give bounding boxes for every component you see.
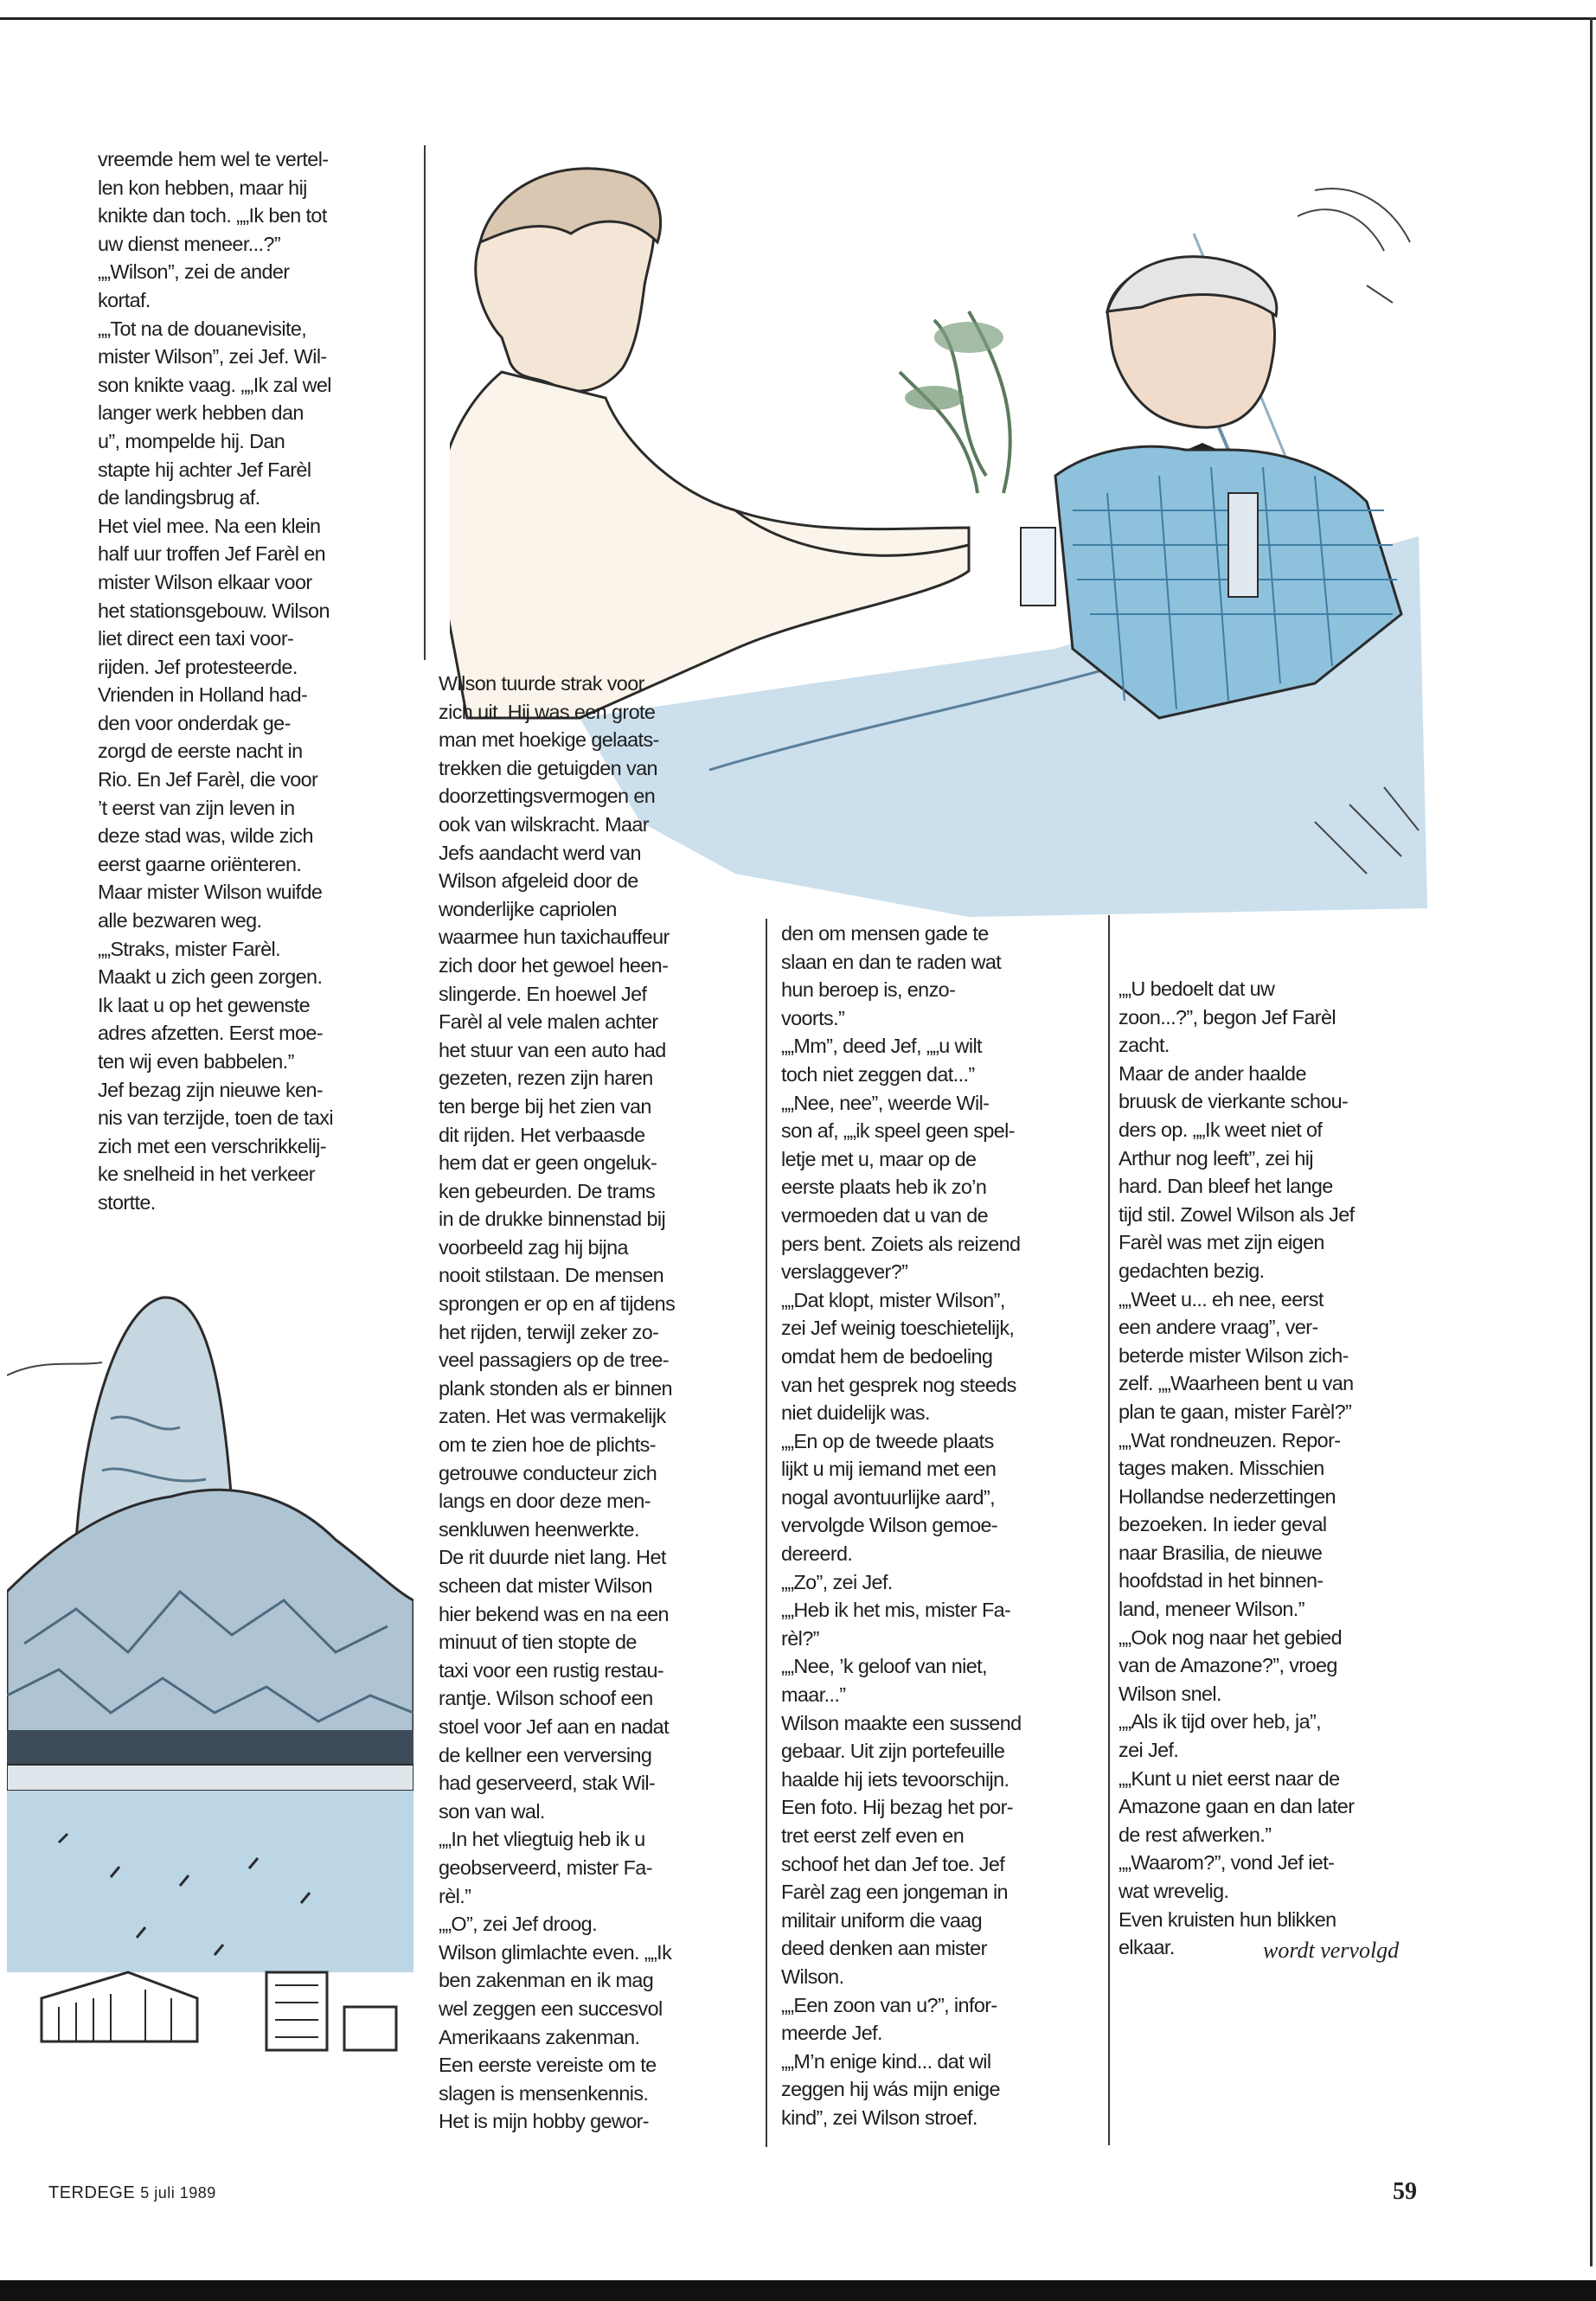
bottom-border <box>0 2280 1596 2301</box>
column-divider <box>766 919 767 2147</box>
young-man-body <box>450 372 969 718</box>
page-number: 59 <box>1393 2178 1417 2205</box>
column-text: „„U bedoelt dat uw zoon...?”, begon Jef Farèl zacht. Maar de ander haalde bruusk de vierkante schou- ders op. „„Ik weet niet of Arthur nog leeft”, zei hij hard. Dan bleef het lange tijd stil. Zowel Wilson als Jef Farèl was met zijn eigen gedachten bezig. „„Weet u... eh nee, eerst een andere vraag”, ver- beterde mister Wilson zich- zelf. „„Waarheen bent u van plan te gaan, mister Farèl?” „„Wat rondneuzen. Repor- tages maken. Misschien Hollandse nederzettingen bezoeken. In ieder geval naar Brasilia, de nieuwe hoofdstad in het binnen- land, meneer Wilson.” „„Ook nog naar het gebied van de Amazone?”, vroeg Wilson snel. „„Als ik tijd over heb, ja”, zei Jef. „„Kunt u niet eerst naar de Amazone gaan en dan later de rest afwerken.” „„Waarom?”, vond Jef iet- wat wrevelig. Even kruisten hun blikken elkaar. <box>1118 977 1355 1959</box>
column-divider <box>1108 915 1110 2145</box>
top-border <box>0 17 1596 20</box>
magazine-name: TERDEGE <box>48 2183 136 2202</box>
buildings <box>42 1972 197 2041</box>
mountain-range <box>7 1490 413 1765</box>
text-column-3 <box>781 920 1103 2132</box>
right-border <box>1590 17 1593 2266</box>
column-text: vreemde hem wel te vertel- len kon hebben, maar hij knikte dan toch. „„Ik ben tot uw dienst meneer...?” „„Wilson”, zei de ander kortaf. „„Tot na de douanevisite, mister Wilson”, zei Jef. Wil- son knikte vaag. „„Ik zal wel langer werk hebben dan u”, mompelde hij. Dan stapte hij achter Jef Farèl de landingsbrug af. Het viel mee. Na een klein half uur troffen Jef Farèl en mister Wilson elkaar voor het stationsgebouw. Wilson liet direct een taxi voor- rijden. Jef protesteerde. Vrienden in Holland had- den voor onderdak ge- zorgd de eerste nacht in Rio. En Jef Farèl, die voor ’t eerst van zijn leven in deze stad was, wilde zich eerst gaarne oriënteren. Maar mister Wilson wuifde alle bezwaren weg. „„Straks, mister Farèl. Maakt u zich geen zorgen. Ik laat u op het gewenste adres afzetten. Eerst moe- ten wij even babbelen.” Jef bezag zijn nieuwe ken- nis van terzijde, toen de taxi zich met een verschrikkelij- ke snelheid in het verkeer stortte. <box>98 148 333 1214</box>
footer-credit <box>48 2183 216 2203</box>
issue-date: 5 juli 1989 <box>140 2184 216 2202</box>
text-column-4 <box>1118 975 1447 1962</box>
text-column-1 <box>98 145 402 1217</box>
city-strip <box>7 1765 413 1791</box>
bottle <box>1228 493 1258 597</box>
bay-water <box>7 1791 413 1972</box>
text-column-2 <box>439 670 760 2136</box>
column-text: Wilson tuurde strak voor zich uit. Hij was een grote man met hoekige gelaats- trekken die getuigden van doorzettingsvermogen en ook van wilskracht. Maar Jefs aandacht werd van Wilson afgeleid door de wonderlijke capriolen waarmee hun taxichauffeur zich door het gewoel heen- slingerde. En hoewel Jef Farèl al vele malen achter het stuur van een auto had gezeten, rezen zijn haren ten berge bij het zien van dit rijden. Het verbaasde hem dat er geen ongeluk- ken gebeurden. De trams in de drukke binnenstad bij voorbeeld zag hij bijna nooit stilstaan. De mensen sprongen er op en af tijdens het rijden, terwijl zeker zo- veel passagiers op de tree- plank stonden als er binnen zaten. Het was vermakelijk om te zien hoe de plichts- getrouwe conducteur zich langs en door deze men- senkluwen heenwerkte. De rit duurde niet lang. Het scheen dat mister Wilson hier bekend was en na een minuut of tien stopte de taxi voor een rustig restau- rantje. Wilson schoof een stoel voor Jef aan en nadat de kellner een verversing had geserveerd, stak Wil- son van wal. „„In het vliegtuig heb ik u geobserveerd, mister Fa- rèl.” „„O”, zei Jef droog. Wilson glimlachte even. „„Ik ben zakenman en ik mag wel zeggen een succesvol Amerikaans zakenman. Een eerste vereiste om te slagen is mensenkennis. Het is mijn hobby gewor- <box>439 672 676 2133</box>
glass <box>1021 528 1055 606</box>
illustration-rio <box>7 1280 413 2093</box>
column-text: den om mensen gade te slaan en dan te raden wat hun beroep is, enzo- voorts.” „„Mm”, deed Jef, „„u wilt toch niet zeggen dat...” „„Nee, nee”, weerde Wil- son af, „„ik speel geen spel- letje met u, maar op de eerste plaats heb ik zo’n vermoeden dat u van de pers bent. Zoiets als reizend verslaggever?” „„Dat klopt, mister Wilson”, zei Jef weinig toeschietelijk, omdat hem de bedoeling van het gesprek nog steeds niet duidelijk was. „„En op de tweede plaats lijkt u mij iemand met een nogal avontuurlijke aard”, vervolgde Wilson gemoe- dereerd. „„Zo”, zei Jef. „„Heb ik het mis, mister Fa- rèl?” „„Nee, ’k geloof van niet, maar...” Wilson maakte een sussend gebaar. Uit zijn portefeuille haalde hij iets tevoorschijn. Een foto. Hij bezag het por- tret eerst zelf even en schoof het dan Jef toe. Jef Farèl zag een jongeman in militair uniform die vaag deed denken aan mister Wilson. „„Een zoon van u?”, infor- meerde Jef. „„M’n enige kind... dat wil zeggen hij wás mijn enige kind”, zei Wilson stroef. <box>781 922 1022 2129</box>
to-be-continued: wordt vervolgd <box>1263 1938 1400 1963</box>
column-divider <box>424 145 426 660</box>
